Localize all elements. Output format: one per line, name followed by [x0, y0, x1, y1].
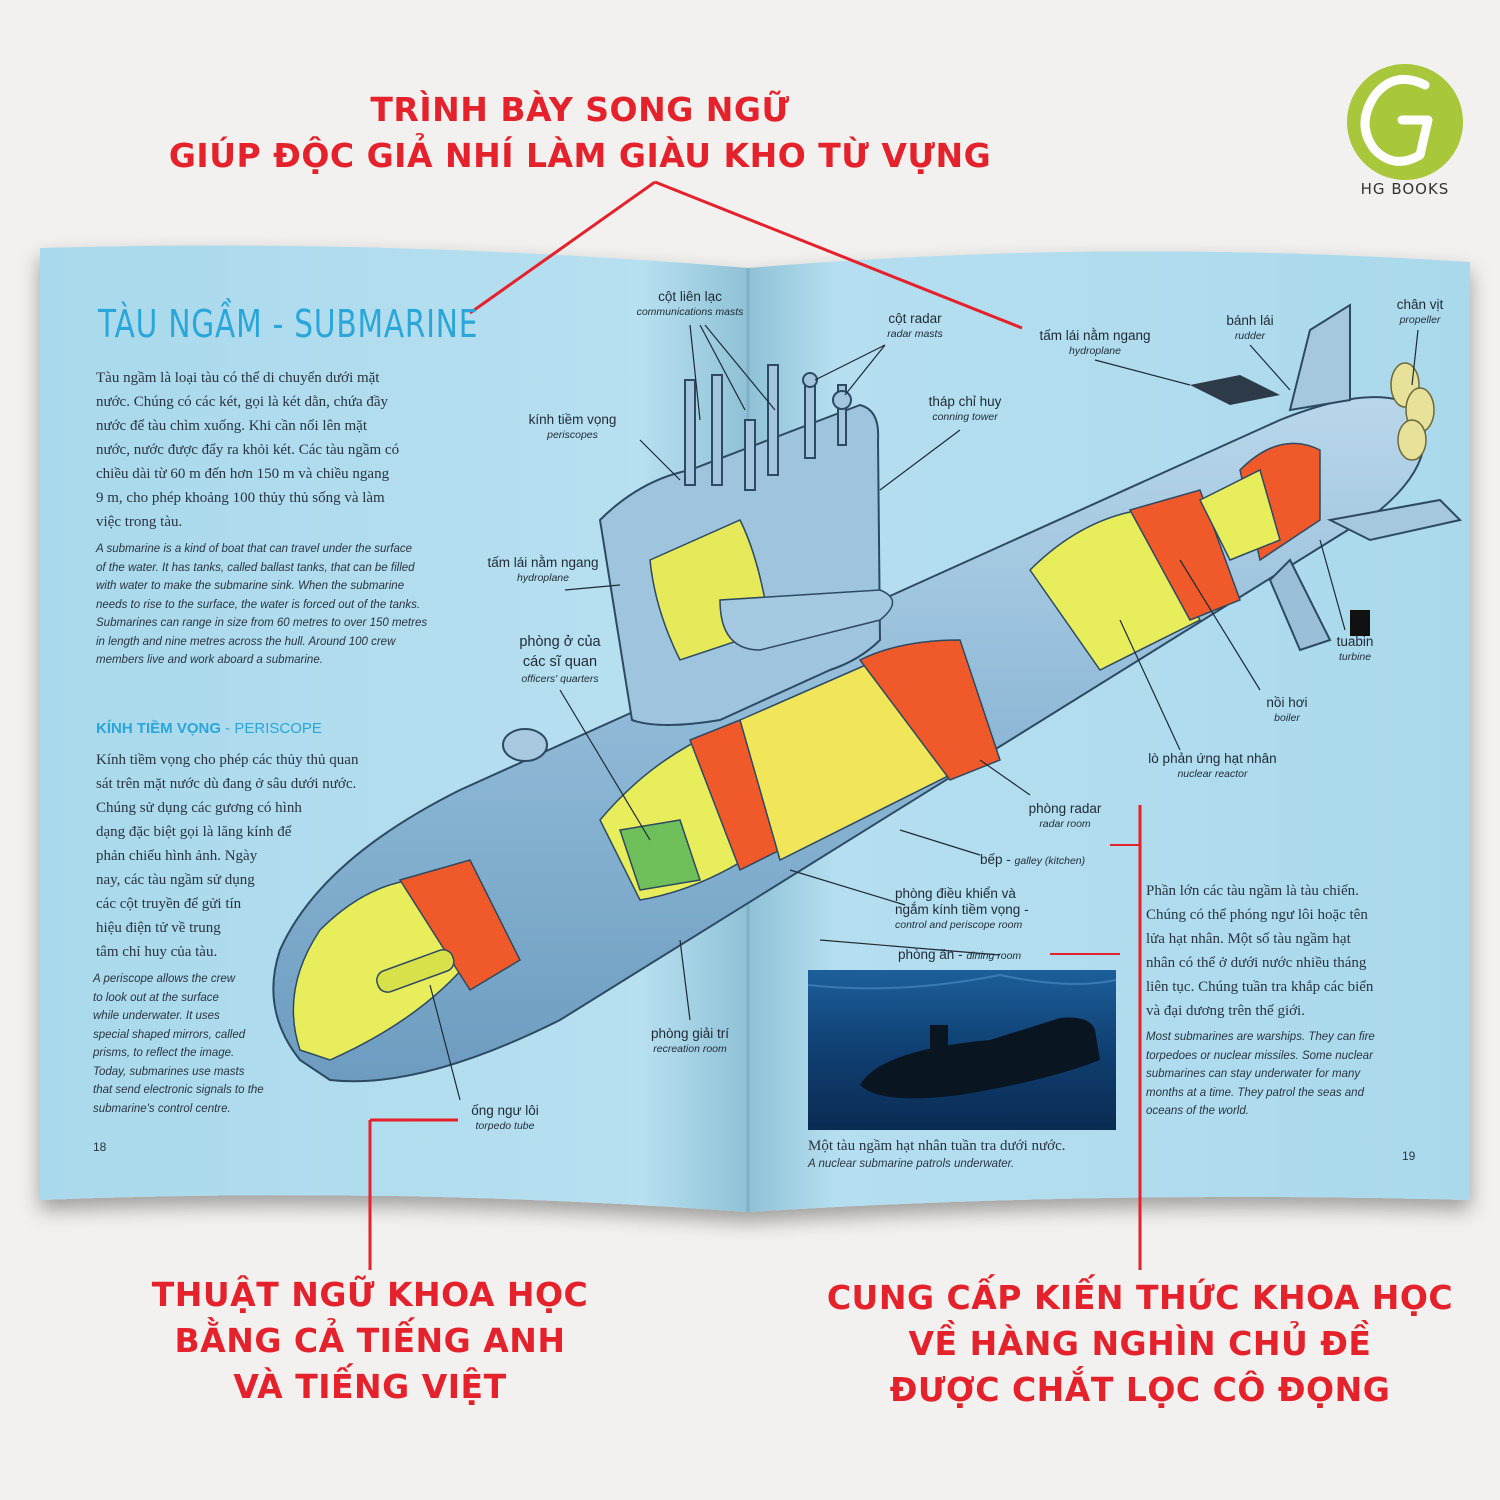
label-torpedo-tube — [455, 1103, 555, 1133]
brand-name: HG BOOKS — [1360, 180, 1450, 198]
label-vi: phòng điều khiển và — [895, 886, 1016, 901]
right-body-vi-line: nhân có thể ở dưới nước nhiều tháng — [1146, 955, 1367, 971]
right-body-vi-line: liên tục. Chúng tuần tra khắp các biển — [1146, 979, 1374, 995]
headline-left-line1: THUẬT NGỮ KHOA HỌC — [151, 1275, 589, 1314]
label-vi: tuabin — [1336, 634, 1374, 649]
label-communications-masts — [620, 289, 760, 319]
intro-vi-line: 9 m, cho phép khoảng 100 thủy thủ sống và làm — [96, 490, 385, 506]
label-boiler — [1247, 695, 1327, 725]
label-recreation-room — [635, 1026, 745, 1056]
label-vi: lò phản ứng hạt nhân — [1148, 751, 1277, 766]
periscope-en-line: that send electronic signals to the — [93, 1084, 264, 1096]
label-en: turbine — [1338, 651, 1372, 663]
headline-top-line1: TRÌNH BÀY SONG NGỮ — [370, 90, 790, 129]
section-title-vi: KÍNH TIỀM VỌNG — [96, 720, 222, 737]
periscope-en-line: special shaped mirrors, called — [93, 1028, 246, 1041]
right-body-en-line: submarines can stay underwater for many — [1146, 1068, 1361, 1080]
right-body-en-line: oceans of the world. — [1146, 1105, 1249, 1117]
headline-right — [820, 1275, 1460, 1413]
periscope-vi-line: tâm chỉ huy của tàu. — [96, 944, 218, 960]
intro-vi — [96, 366, 456, 534]
intro-vi-line: nước. Chúng có các két, gọi là két dằn, chứa đầy — [96, 394, 389, 410]
label-rudder — [1205, 313, 1295, 343]
label-vi: chân vịt — [1396, 297, 1444, 312]
label-dining-room — [898, 946, 1048, 964]
intro-en-line: members live and work aboard a submarine. — [96, 654, 323, 666]
right-body-en-line: Most submarines are warships. They can fire — [1146, 1031, 1375, 1043]
label-vi: ngắm kính tiềm vọng - — [895, 902, 1029, 917]
photo-caption — [808, 1138, 1138, 1170]
label-officers-quarters — [495, 632, 625, 686]
label-vi: cột liên lạc — [658, 289, 722, 304]
right-body-vi-line: lửa hạt nhân. Một số tàu ngầm hạt — [1146, 931, 1351, 947]
label-vi: cột radar — [888, 311, 942, 326]
label-en: torpedo tube — [475, 1120, 535, 1132]
periscope-vi-line: Chúng sử dụng các gương có hình — [96, 800, 302, 816]
headline-left-line2: BẰNG CẢ TIẾNG ANH — [174, 1321, 566, 1360]
intro-vi-line: việc trong tàu. — [96, 514, 183, 530]
label-hydroplane-top — [1020, 328, 1170, 358]
label-conning-tower — [910, 394, 1020, 424]
right-body-vi-line: Phần lớn các tàu ngầm là tàu chiến. — [1146, 883, 1359, 899]
right-body-vi-line: và đại dương trên thế giới. — [1146, 1003, 1305, 1019]
label-vi: tấm lái nằm ngang — [1039, 328, 1151, 343]
periscope-en-line: submarine's control centre. — [93, 1102, 231, 1115]
label-en: galley (kitchen) — [1014, 855, 1086, 867]
right-body-en-line: torpedoes or nuclear missiles. Some nuclear — [1146, 1049, 1373, 1062]
label-vi: phòng ăn — [898, 947, 955, 962]
periscope-vi-line: sát trên mặt nước dù đang ở sâu dưới nước. — [96, 776, 357, 792]
periscope-en-line: to look out at the surface — [93, 991, 219, 1004]
periscope-vi — [96, 748, 426, 964]
periscope-en — [93, 970, 323, 1118]
label-vi: kính tiềm vọng — [528, 412, 617, 427]
periscope-vi-line: phản chiếu hình ảnh. Ngày — [96, 848, 258, 864]
headline-right-line3: ĐƯỢC CHẮT LỌC CÔ ĐỌNG — [889, 1370, 1391, 1409]
label-nuclear-reactor — [1125, 751, 1300, 781]
intro-en-line: A submarine is a kind of boat that can travel under the surface — [96, 543, 413, 555]
label-vi: phòng ở của — [519, 634, 601, 650]
label-vi: phòng giải trí — [650, 1026, 730, 1041]
label-propeller — [1375, 297, 1465, 327]
label-vi: nồi hơi — [1266, 695, 1308, 710]
label-vi: bếp — [980, 852, 1003, 867]
intro-en-line: Submarines can range in size from 60 metres to over 150 metres — [96, 617, 428, 629]
label-en: radar masts — [887, 328, 943, 340]
section-title — [96, 720, 322, 737]
page-title: TÀU NGẦM - SUBMARINE — [98, 302, 479, 346]
intro-vi-line: Tàu ngầm là loại tàu có thể di chuyển dưới mặt — [96, 370, 380, 386]
right-body-vi-line: Chúng có thể phóng ngư lôi hoặc tên — [1146, 907, 1368, 923]
periscope-vi-line: các cột truyền để gửi tín — [96, 896, 242, 912]
intro-en-line: of the water. It has tanks, called ballast tanks, that can be filled — [96, 561, 415, 574]
label-vi: tháp chỉ huy — [928, 394, 1002, 409]
headline-right-line1: CUNG CẤP KIẾN THỨC KHOA HỌC — [826, 1278, 1454, 1317]
periscope-vi-line: dạng đặc biệt gọi là lăng kính để — [96, 824, 292, 840]
headline-right-line2: VỀ HÀNG NGHÌN CHỦ ĐỀ — [908, 1324, 1372, 1363]
label-en: officers' quarters — [521, 673, 599, 685]
intro-en-line: with water to make the submarine sink. When the submarine — [96, 580, 405, 592]
intro-en — [96, 540, 466, 670]
headline-left-line3: VÀ TIẾNG VIỆT — [233, 1367, 507, 1406]
periscope-en-line: Today, submarines use masts — [93, 1065, 245, 1078]
label-galley — [980, 851, 1115, 869]
label-radar-room — [1010, 801, 1120, 831]
right-body-en — [1146, 1028, 1426, 1121]
label-sep: - — [954, 947, 967, 962]
intro-en-line: needs to rise to the surface, the water is forced out of the tanks. — [96, 598, 421, 611]
label-vi: bánh lái — [1226, 313, 1274, 328]
label-vi: tấm lái nằm ngang — [487, 555, 599, 570]
periscope-en-line: prisms, to reflect the image. — [93, 1047, 235, 1059]
label-en: recreation room — [653, 1043, 727, 1055]
page-number-left: 18 — [93, 1140, 107, 1154]
photo-caption-en: A nuclear submarine patrols underwater. — [808, 1158, 1015, 1170]
label-en: hydroplane — [517, 572, 569, 584]
label-sep: - — [1002, 852, 1015, 867]
headline-top — [150, 88, 1010, 180]
label-en: control and periscope room — [895, 919, 1023, 931]
intro-vi-line: chiều dài từ 60 m đến hơn 150 m và chiều ngang — [96, 466, 390, 482]
intro-en-line: in length and nine metres across the hull. Around 100 crew — [96, 635, 396, 648]
label-en: propeller — [1399, 314, 1441, 326]
periscope-vi-line: nay, các tàu ngầm sử dụng — [96, 872, 255, 888]
intro-vi-line: nước, nước được đẩy ra khỏi két. Các tàu ngầm có — [96, 442, 400, 458]
periscope-en-line: while underwater. It uses — [93, 1010, 220, 1022]
label-en: communications masts — [636, 306, 744, 318]
label-vi: ống ngư lôi — [471, 1103, 539, 1118]
label-en: rudder — [1234, 330, 1266, 342]
label-en: conning tower — [932, 411, 998, 423]
label-en: boiler — [1274, 712, 1300, 724]
label-en: radar room — [1039, 818, 1091, 830]
periscope-vi-line: Kính tiềm vọng cho phép các thủy thủ quan — [96, 752, 359, 768]
label-en: periscopes — [547, 429, 598, 441]
label-periscopes — [510, 412, 635, 442]
label-control-room — [895, 886, 1075, 932]
intro-vi-line: nước để tàu chìm xuống. Khi cần nổi lên mặt — [96, 418, 367, 434]
page-number-right: 19 — [1402, 1149, 1416, 1163]
label-en: hydroplane — [1069, 345, 1121, 357]
section-title-sep: - — [221, 720, 235, 737]
label-vi: phòng radar — [1028, 801, 1102, 816]
right-body-vi — [1146, 879, 1446, 1023]
periscope-vi-line: hiệu điện tử về trung — [96, 920, 221, 936]
photo-caption-vi: Một tàu ngầm hạt nhân tuần tra dưới nước. — [808, 1138, 1066, 1154]
label-en: dining room — [966, 950, 1022, 962]
label-vi: các sĩ quan — [522, 654, 598, 670]
right-body-en-line: months at a time. They patrol the seas and — [1146, 1086, 1364, 1099]
label-radar-masts — [855, 311, 975, 341]
headline-top-line2: GIÚP ĐỘC GIẢ NHÍ LÀM GIÀU KHO TỪ VỰNG — [168, 136, 992, 175]
periscope-en-line: A periscope allows the crew — [93, 973, 236, 985]
section-title-en: PERISCOPE — [234, 720, 322, 737]
label-turbine — [1315, 634, 1395, 664]
headline-left — [120, 1272, 620, 1410]
label-hydroplane-left — [468, 555, 618, 585]
label-en: nuclear reactor — [1177, 768, 1248, 780]
